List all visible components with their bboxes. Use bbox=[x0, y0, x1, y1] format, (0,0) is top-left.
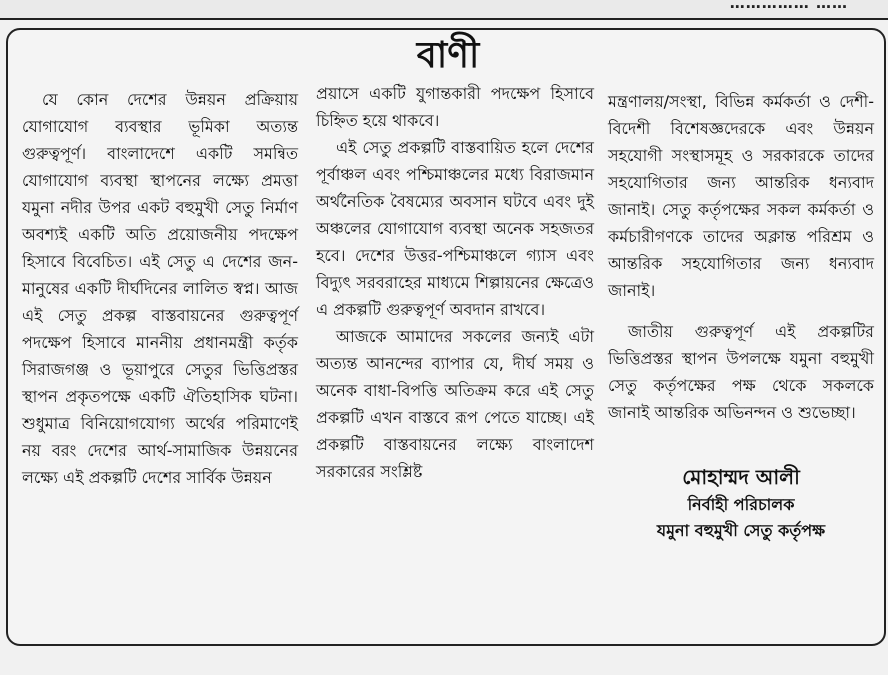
signatory-name: মোহাম্মদ আলী bbox=[682, 465, 800, 489]
signatory-title: নির্বাহী পরিচালক bbox=[687, 495, 795, 514]
paragraph: প্রয়াসে একটি যুগান্তকারী পদক্ষেপ হিসাবে চিহ্নিত হয়ে থাকবে। bbox=[316, 84, 594, 130]
previous-article-edge bbox=[0, 0, 888, 20]
paragraph: মন্ত্রণালয়/সংস্থা, বিভিন্ন কর্মকর্তা ও দেশী-বিদেশী বিশেষজ্ঞদেরকে এবং উন্নয়ন সহযোগী সংস্থাসমূহ ও সরকারকে তাদের সহযোগিতার জন্য আন্তরিক ধন্যবাদ জানাই। সেতু কর্তৃপক্ষের সকল কর্মকর্তা ও কর্মচারীগণকে তাদের অক্লান্ত পরিশ্রম ও আন্তরিক সহযোগিতার জন্য ধন্যবাদ জানাই। bbox=[608, 92, 874, 300]
page-title: বাণী bbox=[416, 35, 480, 76]
column-3 bbox=[608, 88, 874, 544]
column-1 bbox=[22, 86, 298, 491]
cropped-text-fragment: …………… …… bbox=[729, 0, 848, 12]
paragraph: যে কোন দেশের উন্নয়ন প্রক্রিয়ায় যোগাযোগ ব্যবস্থার ভূমিকা অত্যন্ত গুরুত্বপূর্ণ। বাংলাদেশে একটি সমন্বিত যোগাযোগ ব্যবস্থা স্থাপনের লক্ষ্যে প্রমত্তা যমুনা নদীর উপর একট বহুমুখী সেতু নির্মাণ অবশ্যই একটি অতি প্রয়োজনীয় পদক্ষেপ হিসাবে বিবেচিত। এই সেতু এ দেশের জন-মানুষের একটি দীর্ঘদিনের লালিত স্বপ্ন। আজ এই সেতু প্রকল্প বাস্তবায়নের গুরুত্বপূর্ণ পদক্ষেপ হিসাবে মাননীয় প্রধানমন্ত্রী কর্তৃক সিরাজগঞ্জ ও ভূয়াপুরে সেতুর ভিত্তিপ্রস্তর স্থাপন প্রকৃতপক্ষে একটি ঐতিহাসিক ঘটনা। শুধুমাত্র বিনিয়োগযোগ্য অর্থের পরিমাণেই নয় বরং দেশের আর্থ-সামাজিক উন্নয়নের লক্ষ্যে এই প্রকল্পটি দেশের সার্বিক উন্নয়ন bbox=[22, 90, 298, 487]
signatory-organization: যমুনা বহুমুখী সেতু কর্তৃপক্ষ bbox=[656, 521, 826, 540]
column-2 bbox=[316, 80, 594, 485]
message-box bbox=[6, 28, 886, 646]
paragraph: জাতীয় গুরুত্বপূর্ণ এই প্রকল্পটির ভিত্তিপ্রস্তর স্থাপন উপলক্ষে যমুনা বহুমুখী সেতু কর্তৃপক্ষের পক্ষ থেকে সকলকে জানাই আন্তরিক অভিনন্দন ও শুভেচ্ছা। bbox=[608, 322, 874, 422]
paragraph: এই সেতু প্রকল্পটি বাস্তবায়িত হলে দেশের পূর্বাঞ্চল এবং পশ্চিমাঞ্চলের মধ্যে বিরাজমান অর্থনৈতিক বৈষম্যের অবসান ঘটবে এবং দুই অঞ্চলের যোগাযোগ ব্যবস্থা অনেক সহজতর হবে। দেশের উত্তর-পশ্চিমাঞ্চলে গ্যাস এবং বিদ্যুৎ সরবরাহের মাধ্যমে শিল্পায়নের ক্ষেত্রেও এ প্রকল্পটি গুরুত্বপূর্ণ অবদান রাখবে। bbox=[316, 138, 594, 319]
paragraph: আজকে আমাদের সকলের জন্যই এটা অত্যন্ত আনন্দের ব্যাপার যে, দীর্ঘ সময় ও অনেক বাধা-বিপত্তি অতিক্রম করে এই সেতু প্রকল্পটি এখন বাস্তবে রূপ পেতে যাচ্ছে। এই প্রকল্পটি বাস্তবায়নের লক্ষ্যে বাংলাদেশ সরকারের সংশ্লিষ্ট bbox=[316, 327, 594, 481]
